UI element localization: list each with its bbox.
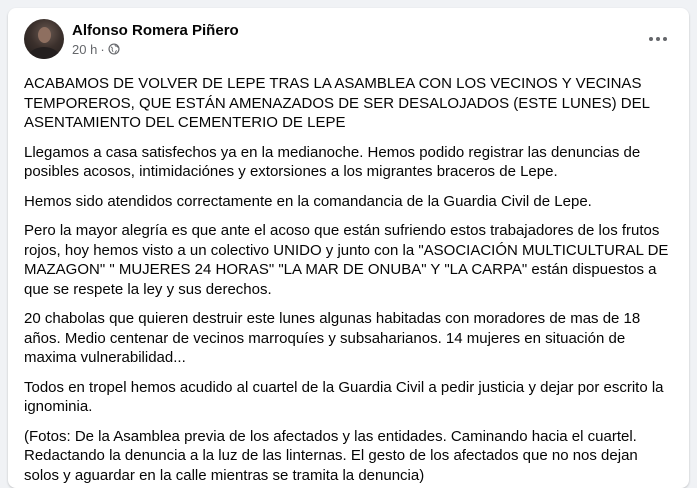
post-paragraph: Todos en tropel hemos acudido al cuartel de la Guardia Civil a pedir justicia y dejar por escrito la ignominia.: [24, 378, 664, 415]
post-meta: [72, 21, 239, 58]
more-options-button[interactable]: [641, 22, 675, 56]
more-options-icon: [649, 37, 653, 41]
post-body: [24, 74, 674, 488]
globe-icon[interactable]: [108, 43, 120, 55]
more-options-icon-dot: [663, 37, 667, 41]
avatar[interactable]: [24, 19, 64, 59]
post-paragraph: ACABAMOS DE VOLVER DE LEPE TRAS LA ASAMBLEA CON LOS VECINOS Y VECINAS TEMPOREROS, QUE ESTÁN AMENAZADOS DE SER DESALOJADOS (ESTE LUNES) DEL ASENTAMIENTO DEL CEMENTERIO DE LEPE: [24, 75, 650, 131]
post-header: [24, 18, 239, 60]
avatar-shoulders: [28, 47, 60, 59]
post-paragraph: Pero la mayor alegría es que ante el acoso que están sufriendo estos trabajadores de los frutos rojos, hoy hemos visto a un colectivo UNIDO y junto con la "ASOCIACIÓN MULTICULTURAL DE MAZAGON" " MUJERES 24 HORAS" "LA MAR DE ONUBA" Y "LA CARPA" están dispuestos a que se respete la ley y sus derechos.: [24, 222, 669, 298]
post-paragraph: (Fotos: De la Asamblea previa de los afectados y las entidades. Caminando hacia el cuartel. Redactando la denuncia a la luz de las linternas. El gesto de los afectados que no nos dejan solos y aguardar en la calle mientras se tramita la denuncia): [24, 427, 638, 484]
author-name[interactable]: Alfonso Romera Piñero: [72, 21, 239, 39]
post-time[interactable]: 20 h: [72, 41, 98, 57]
post-paragraph: Hemos sido atendidos correctamente en la comandancia de la Guardia Civil de Lepe.: [24, 192, 592, 210]
post-paragraph: Llegamos a casa satisfechos ya en la medianoche. Hemos podido registrar las denuncias de posibles acosos, intimidaciónes y extorsiones a los migrantes braceros de Lepe.: [24, 143, 641, 180]
avatar-face: [38, 27, 51, 43]
post-paragraph: 20 chabolas que quieren destruir este lunes algunas habitadas con moradores de mas de 18 años. Medio centenar de vecinos marroquíes y subsaharianos. 14 mujeres en situación de maxima vulnerabilidad...: [24, 310, 641, 366]
separator-dot: ·: [100, 41, 105, 57]
post-card: [8, 8, 689, 488]
post-subline: [72, 41, 239, 58]
more-options-icon-dot: [656, 37, 660, 41]
